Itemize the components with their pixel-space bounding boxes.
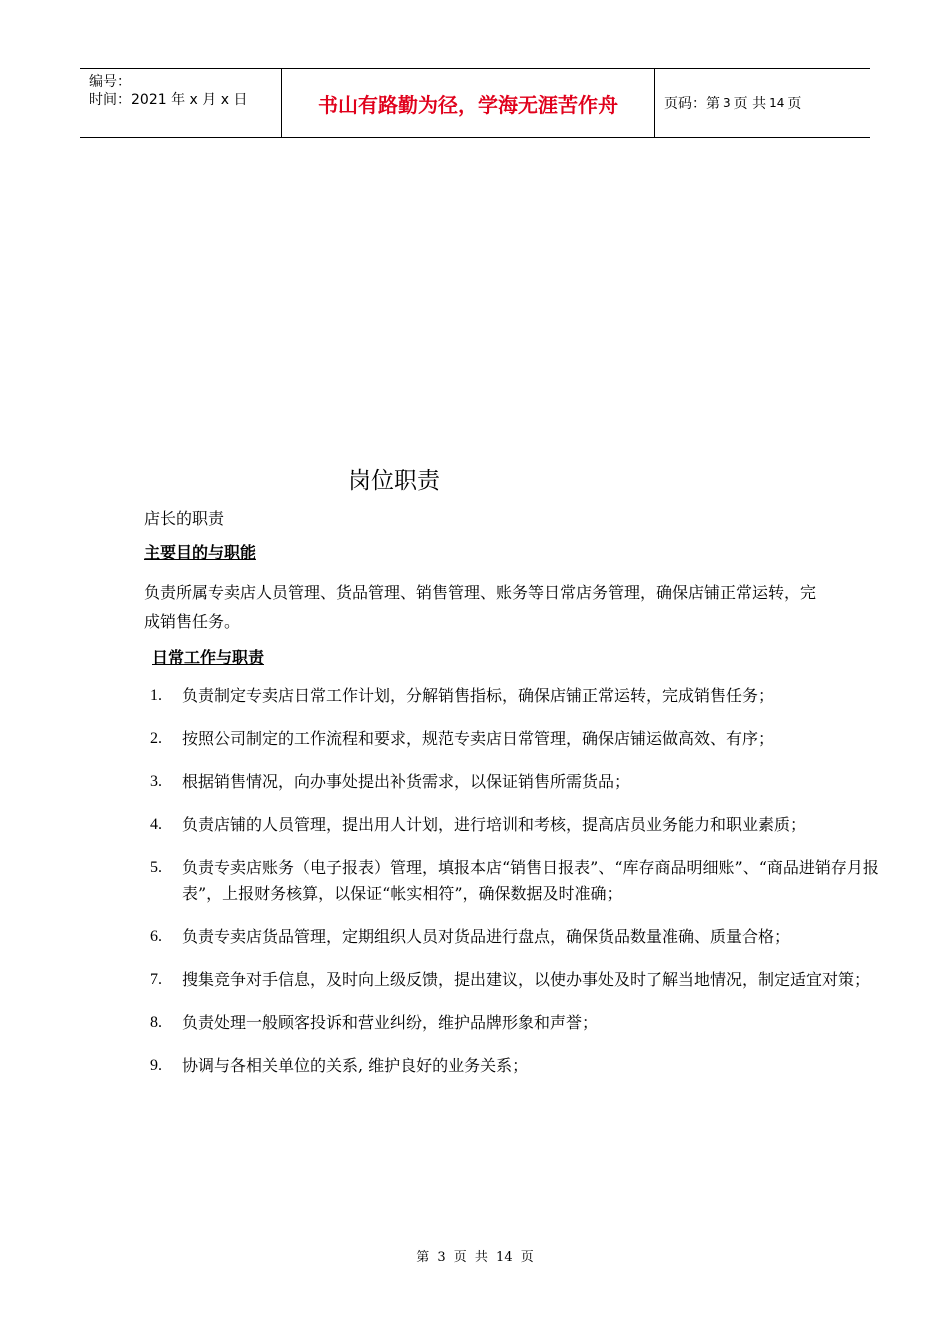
page-header bbox=[80, 68, 870, 138]
list-item bbox=[150, 726, 895, 752]
page-label-c: 页 bbox=[787, 96, 802, 112]
list-item-text: 按照公司制定的工作流程和要求，规范专卖店日常管理，确保店铺运做高效、有序； bbox=[182, 729, 775, 748]
header-motto: 书山有路勤为径，学海无涯苦作舟 bbox=[282, 69, 655, 137]
duty-list bbox=[150, 683, 895, 1096]
section-heading-purpose: 主要目的与职能 bbox=[144, 543, 257, 562]
list-item-text: 协调与各相关单位的关系, 维护良好的业务关系； bbox=[182, 1056, 529, 1075]
page-label-b: 页 共 bbox=[733, 96, 767, 112]
list-item-text: 负责处理一般顾客投诉和营业纠纷，维护品牌形象和声誉； bbox=[182, 1013, 599, 1032]
list-item-number: 3. bbox=[150, 773, 162, 790]
list-item-number: 5. bbox=[150, 859, 162, 876]
time-label: 时间：2021 年 x 月 x 日 bbox=[89, 92, 248, 108]
list-item-number: 4. bbox=[150, 816, 162, 833]
header-meta bbox=[80, 69, 282, 137]
list-item-number: 8. bbox=[150, 1014, 162, 1031]
list-item bbox=[150, 855, 895, 907]
header-page-info bbox=[655, 69, 870, 137]
list-item-number: 1. bbox=[150, 687, 162, 704]
list-item-text: 负责制定专卖店日常工作计划，分解销售指标，确保店铺正常运转，完成销售任务； bbox=[182, 686, 775, 705]
purpose-paragraph: 负责所属专卖店人员管理、货品管理、销售管理、账务等日常店务管理，确保店铺正常运转，完成销售任务。 bbox=[144, 583, 817, 631]
list-item-text: 负责专卖店货品管理，定期组织人员对货品进行盘点，确保货品数量准确、质量合格； bbox=[182, 927, 791, 946]
list-item-text: 搜集竞争对手信息，及时向上级反馈，提出建议，以使办事处及时了解当地情况，制定适宜对策； bbox=[182, 970, 871, 989]
document-subtitle: 店长的职责 bbox=[144, 509, 225, 528]
document-title: 岗位职责 bbox=[348, 468, 440, 494]
list-item-text: 根据销售情况，向办事处提出补货需求，以保证销售所需货品； bbox=[182, 772, 631, 791]
page-footer: 第 3 页 共 14 页 bbox=[416, 1250, 534, 1265]
list-item bbox=[150, 924, 895, 950]
list-item-number: 2. bbox=[150, 730, 162, 747]
list-item bbox=[150, 1010, 895, 1036]
list-item-text: 负责专卖店账务（电子报表）管理，填报本店“销售日报表”、“库存商品明细账”、“商品进销存月报表”，上报财务核算，以保证“帐实相符”，确保数据及时准确； bbox=[182, 858, 879, 903]
list-item-text: 负责店铺的人员管理，提出用人计划，进行培训和考核，提高店员业务能力和职业素质； bbox=[182, 815, 807, 834]
list-item bbox=[150, 812, 895, 838]
page-label-a: 页码：第 bbox=[664, 96, 720, 112]
list-item-number: 6. bbox=[150, 928, 162, 945]
list-item bbox=[150, 967, 895, 993]
list-item bbox=[150, 1053, 895, 1079]
list-item bbox=[150, 683, 895, 709]
page-total: 14 bbox=[769, 96, 785, 110]
page-current: 3 bbox=[723, 96, 731, 110]
section-heading-duties: 日常工作与职责 bbox=[152, 648, 265, 667]
serial-label: 编号： bbox=[89, 74, 131, 90]
list-item bbox=[150, 769, 895, 795]
list-item-number: 7. bbox=[150, 971, 162, 988]
list-item-number: 9. bbox=[150, 1057, 162, 1074]
